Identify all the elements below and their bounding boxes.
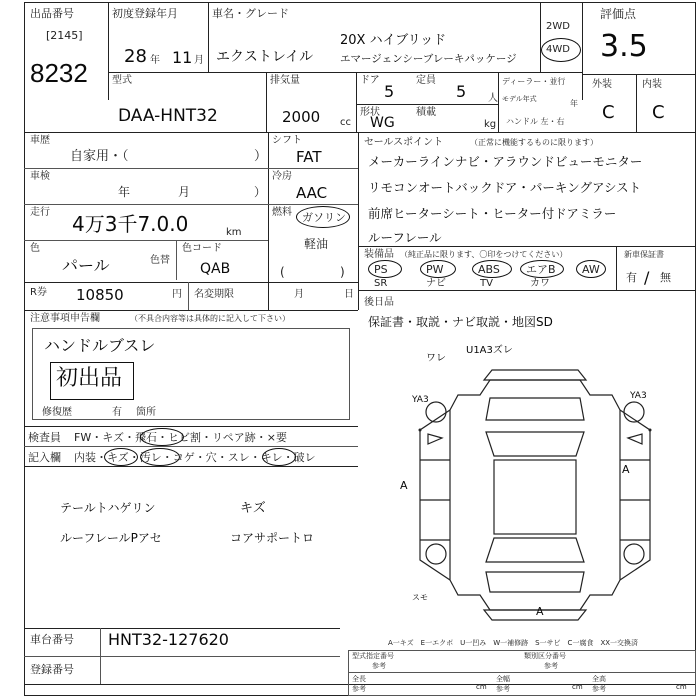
cm-2: cm (572, 683, 583, 691)
inspector-row2: 内装・キズ・汚レ・コゲ・穴・スレ・キレ・破レ (74, 451, 316, 464)
drive-4wd: 4WD (546, 44, 570, 55)
ref-3: 参考 (352, 685, 366, 693)
car-name: エクストレイル (216, 49, 314, 65)
capacity-value: 5 (456, 82, 467, 101)
warranty-no: 無 (660, 271, 671, 284)
history-label: 車歴 (30, 135, 50, 146)
recycle-value: 10850 (76, 286, 124, 304)
divider (540, 2, 541, 72)
first-reg-label: 初度登録年月 (112, 7, 178, 20)
divider (616, 246, 617, 290)
mark-ya3-left: YA3 (412, 395, 429, 405)
color-change-label: 色替 (150, 255, 170, 266)
equipment-item: PW (426, 263, 444, 276)
inspector-label: 検査員 (28, 431, 61, 444)
sales-line2: リモコンオートバックドア・パーキングアシスト (368, 180, 642, 195)
inspector-row1: FW・キズ・飛石・ヒビ割・リペア跡・×要 (74, 431, 287, 444)
fuel-bracket-open: ( (280, 265, 285, 279)
shape-value: WG (370, 115, 395, 131)
shift-label: シフト (272, 135, 302, 146)
divider (208, 2, 209, 72)
fuel-label: 燃料 (272, 207, 292, 218)
deposit-day: 日 (344, 289, 354, 300)
equipment-label: 装備品 (364, 249, 394, 260)
repair-value: 有 (112, 407, 122, 418)
ref-1: 参考 (372, 662, 386, 670)
displacement-value: 2000 (282, 108, 321, 126)
color-value: パール (62, 256, 110, 275)
car-name-label: 車名・グレード (212, 7, 289, 20)
grade-score-label: 評価点 (600, 7, 637, 21)
grade-line2: エマージェンシーブレーキパッケージ (340, 53, 517, 65)
divider (498, 72, 499, 132)
interior-label: 内装 (642, 79, 662, 90)
sales-points-label: セールスポイント (364, 137, 444, 148)
divider (24, 168, 358, 169)
sales-points-note: （正常に機能するものに限ります） (470, 138, 598, 147)
drive-2wd: 2WD (546, 21, 570, 32)
mark-a-right: A (622, 463, 630, 476)
type-cert-label: 型式指定番号 (352, 652, 394, 660)
mileage-value: 4万3千7.0.0 (72, 212, 189, 236)
divider (24, 204, 358, 205)
equipment-item: TV (480, 278, 493, 289)
divider (268, 132, 269, 310)
equipment-item: ABS (478, 263, 500, 276)
divider (24, 310, 358, 311)
divider (24, 426, 358, 427)
wear-circle (262, 448, 296, 466)
divider (358, 132, 359, 310)
inspection-year-unit: 年 (118, 185, 131, 199)
cc-unit: cc (340, 117, 351, 128)
model-value: DAA-HNT32 (118, 106, 218, 126)
scratch-circle (104, 448, 138, 466)
shape-label: 形状 (360, 107, 380, 118)
first-reg-month: 11 (172, 48, 193, 67)
ref-4: 参考 (496, 685, 510, 693)
after-items-value: 保証書・取説・ナビ取説・地図SD (368, 315, 553, 329)
year-unit: 年 (150, 55, 160, 66)
fuel-value1: ガソリン (302, 211, 346, 224)
width-label: 全幅 (496, 675, 510, 683)
sales-line4: ルーフレール (368, 230, 442, 245)
divider (24, 446, 358, 447)
fuel-value2: 軽油 (304, 237, 329, 251)
equipment-item: エアB (526, 263, 556, 276)
color-code-label: 色コード (182, 243, 222, 254)
warranty-mark: / (644, 268, 650, 287)
mark-ya3-right: YA3 (630, 391, 647, 401)
mark-a-bottom: A (536, 605, 544, 618)
notes-sub: （不具合内容等は具体的に記入して下さい） (130, 314, 290, 323)
ref-2: 参考 (544, 662, 558, 670)
deposit-label: 名変期限 (194, 289, 234, 300)
deposit-month: 月 (294, 289, 304, 300)
note-field-label: 記入欄 (28, 451, 61, 464)
divider (356, 104, 498, 105)
bottom-note-right1: キズ (240, 501, 266, 516)
person-unit: 人 (488, 93, 498, 104)
divider (582, 2, 583, 100)
exterior-score: C (602, 102, 615, 123)
ref-5: 参考 (592, 685, 606, 693)
cm-3: cm (676, 683, 687, 691)
history-value: 自家用・（ (70, 149, 129, 164)
mileage-label: 走行 (30, 207, 50, 218)
fuel-bracket-close: ) (340, 265, 345, 279)
equipment-item: ナビ (426, 278, 446, 289)
divider (176, 240, 177, 280)
dealer-label: ディーラー・並行 (502, 77, 566, 86)
sales-line1: メーカーラインナビ・アラウンドビューモニター (368, 154, 643, 169)
km-unit: km (226, 227, 242, 238)
model-label: 型式 (112, 75, 132, 86)
divider (24, 240, 268, 241)
repair-label: 修復歴 (42, 407, 72, 418)
capacity-label: 定員 (416, 75, 436, 86)
footer-ref-box (348, 650, 696, 696)
load-label: 積載 (416, 107, 436, 118)
cm-1: cm (476, 683, 487, 691)
equipment-item: PS (374, 263, 388, 276)
recycle-unit: 円 (172, 289, 182, 300)
month-unit: 月 (194, 55, 204, 66)
handle-label: ハンドル 左・右 (506, 117, 565, 126)
inspection-close: ） (254, 185, 267, 199)
displacement-label: 排気量 (270, 75, 300, 86)
chassis-label: 車台番号 (30, 633, 74, 646)
lot-label: 出品番号 (30, 7, 74, 20)
history-close: ） (254, 149, 268, 164)
inspection-label: 車検 (30, 171, 50, 182)
notes-label: 注意事項申告欄 (30, 313, 100, 324)
divider (24, 132, 696, 133)
equipment-note: （純正品に限ります、〇印をつけてください） (400, 250, 568, 259)
mark-wa: ワレ (426, 353, 446, 364)
color-code: QAB (200, 261, 231, 277)
doors-value: 5 (384, 82, 395, 101)
kg-unit: kg (484, 119, 497, 130)
reg-label: 登録番号 (30, 663, 74, 676)
divider (582, 74, 696, 75)
class-label: 類別区分番号 (524, 652, 566, 660)
stain-circle (140, 448, 180, 466)
exterior-label: 外装 (592, 79, 612, 90)
model-year-label: モデル年式 (502, 95, 537, 103)
mark-u1a3: U1A3ズレ (466, 345, 513, 356)
model-year-unit: 年 (570, 99, 578, 108)
warranty-label: 新車保証書 (624, 250, 664, 259)
sales-line3: 前席ヒーターシート・ヒーター付ドアミラー (368, 206, 617, 221)
divider (24, 282, 358, 283)
bottom-note-left2: ルーフレールPアセ (60, 531, 162, 545)
grade-score: 3.5 (600, 29, 648, 64)
length-label: 全長 (352, 675, 366, 683)
lot-sub: [2145] (46, 29, 83, 42)
lot-number: 8232 (30, 58, 88, 88)
divider (108, 2, 109, 100)
height-label: 全高 (592, 675, 606, 683)
divider (358, 290, 696, 291)
equipment-item: SR (374, 278, 388, 289)
cooling-value: AAC (296, 184, 328, 202)
first-reg-year: 28 (124, 46, 147, 67)
bottom-note-right2: コアサポートロ (230, 531, 315, 545)
inspection-month-unit: 月 (178, 185, 191, 199)
mark-a-left: A (400, 479, 408, 492)
notes-line1: ハンドルブスレ (44, 336, 156, 355)
equipment-item: カワ (530, 278, 550, 289)
chassis-value: HNT32-127620 (108, 630, 229, 649)
divider (358, 246, 696, 247)
repair-place: 箇所 (136, 407, 156, 418)
divider (636, 74, 637, 132)
divider (188, 282, 189, 310)
damage-legend: A一キズ E一エクボ U一凹み W一補修跡 S一サビ C一腐食 XX一交換済 (388, 639, 639, 647)
mark-sumo: スモ (412, 593, 428, 602)
chip-circle (140, 428, 184, 446)
interior-score: C (652, 102, 665, 123)
divider (24, 628, 340, 629)
divider (348, 672, 696, 673)
divider (108, 72, 582, 73)
divider (24, 466, 358, 467)
notes-stamp: 初出品 (56, 366, 123, 391)
equipment-item: AW (582, 263, 600, 276)
cooling-label: 冷房 (272, 171, 292, 182)
divider (266, 72, 267, 132)
recycle-label: R券 (30, 287, 47, 298)
warranty-yes: 有 (626, 271, 637, 284)
divider (356, 72, 357, 132)
color-label: 色 (30, 243, 40, 254)
bottom-note-left1: テールトハゲリン (60, 501, 156, 515)
divider (24, 656, 340, 657)
grade-line1: 20X ハイブリッド (340, 33, 447, 48)
shift-value: FAT (296, 148, 322, 166)
after-items-label: 後日品 (364, 297, 394, 308)
car-diagram (380, 340, 696, 630)
door-label: ドア (360, 75, 380, 86)
